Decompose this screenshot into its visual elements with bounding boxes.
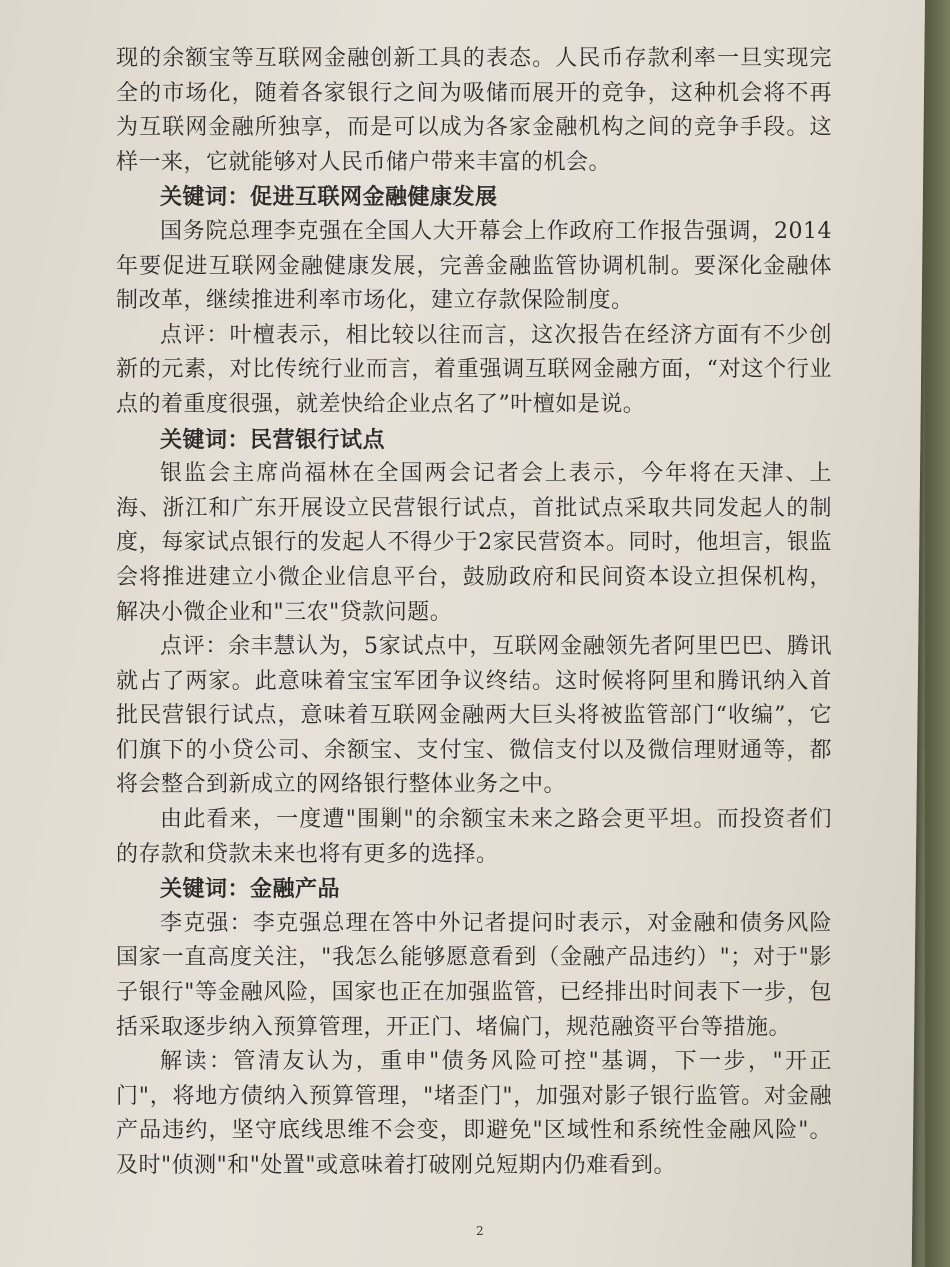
document-body — [116, 42, 832, 1184]
paragraph-commentary-ye-tan: 点评：叶檀表示，相比较以往而言，这次报告在经济方面有不少创新的元素，对比传统行业而言，着重强调互联网金融方面，“对这个行业点的着重度很强，就差快给企业点名了”叶檀如是说。 — [116, 322, 832, 417]
background-edge — [925, 0, 950, 1267]
paragraph-interpretation-guan-qingyou: 解读：管清友认为，重申"债务风险可控"基调，下一步，"开正门"，将地方债纳入预算管理，"堵歪门"，加强对影子银行监管。对金融产品违约，坚守底线思维不会变，即避免"区域性和系统性金融风险"。及时"侦测"和"处置"或意味着打破刚兑短期内仍难看到。 — [116, 1049, 832, 1178]
keyword-heading-internet-finance: 关键词：促进互联网金融健康发展 — [160, 184, 498, 211]
keyword-heading-private-banks: 关键词：民营银行试点 — [160, 426, 386, 453]
paragraph-conclusion: 由此看来，一度遭"围剿"的余额宝未来之路会更平坦。而投资者们的存款和贷款未来也将有更多的选择。 — [116, 807, 832, 867]
paragraph-continuation: 现的余额宝等互联网金融创新工具的表态。人民币存款利率一旦实现完全的市场化，随着各家银行之间为吸储而展开的竞争，这种机会将不再为互联网金融所独享，而是可以成为各家金融机构之间的竞争手段。这样一来，它就能够对人民币储户带来丰富的机会。 — [116, 46, 832, 175]
paragraph-li-keqiang: 李克强：李克强总理在答中外记者提问时表示，对金融和债务风险国家一直高度关注，"我怎么能够愿意看到（金融产品违约）"；对于"影子银行"等金融风险，国家也正在加强监管，已经排出时间表下一步，包括采取逐步纳入预算管理，开正门、堵偏门，规范融资平台等措施。 — [116, 910, 832, 1040]
keyword-heading-financial-products: 关键词：金融产品 — [160, 876, 341, 903]
page-number: 2 — [476, 1224, 484, 1238]
paragraph-government-report: 国务院总理李克强在全国人大开幕会上作政府工作报告强调，2014年要促进互联网金融健康发展，完善金融监管协调机制。要深化金融体制改革，继续推进利率市场化，建立存款保险制度。 — [116, 218, 832, 314]
paragraph-commentary-yu-fenghui: 点评：余丰慧认为，5家试点中，互联网金融领先者阿里巴巴、腾讯就占了两家。此意味着宝宝军团争议终结。这时候将阿里和腾讯纳入首批民营银行试点，意味着互联网金融两大巨头将被监管部门“收编”，它们旗下的小贷公司、余额宝、支付宝、微信支付以及微信理财通等，都将会整合到新成立的网络银行整体业务之中。 — [116, 634, 832, 798]
paragraph-cbrc-pilot: 银监会主席尚福林在全国两会记者会上表示，今年将在天津、上海、浙江和广东开展设立民营银行试点，首批试点采取共同发起人的制度，每家试点银行的发起人不得少于2家民营资本。同时，他坦言，银监会将推进建立小微企业信息平台，鼓励政府和民间资本设立担保机构，解决小微企业和"三农"贷款问题。 — [116, 461, 832, 625]
